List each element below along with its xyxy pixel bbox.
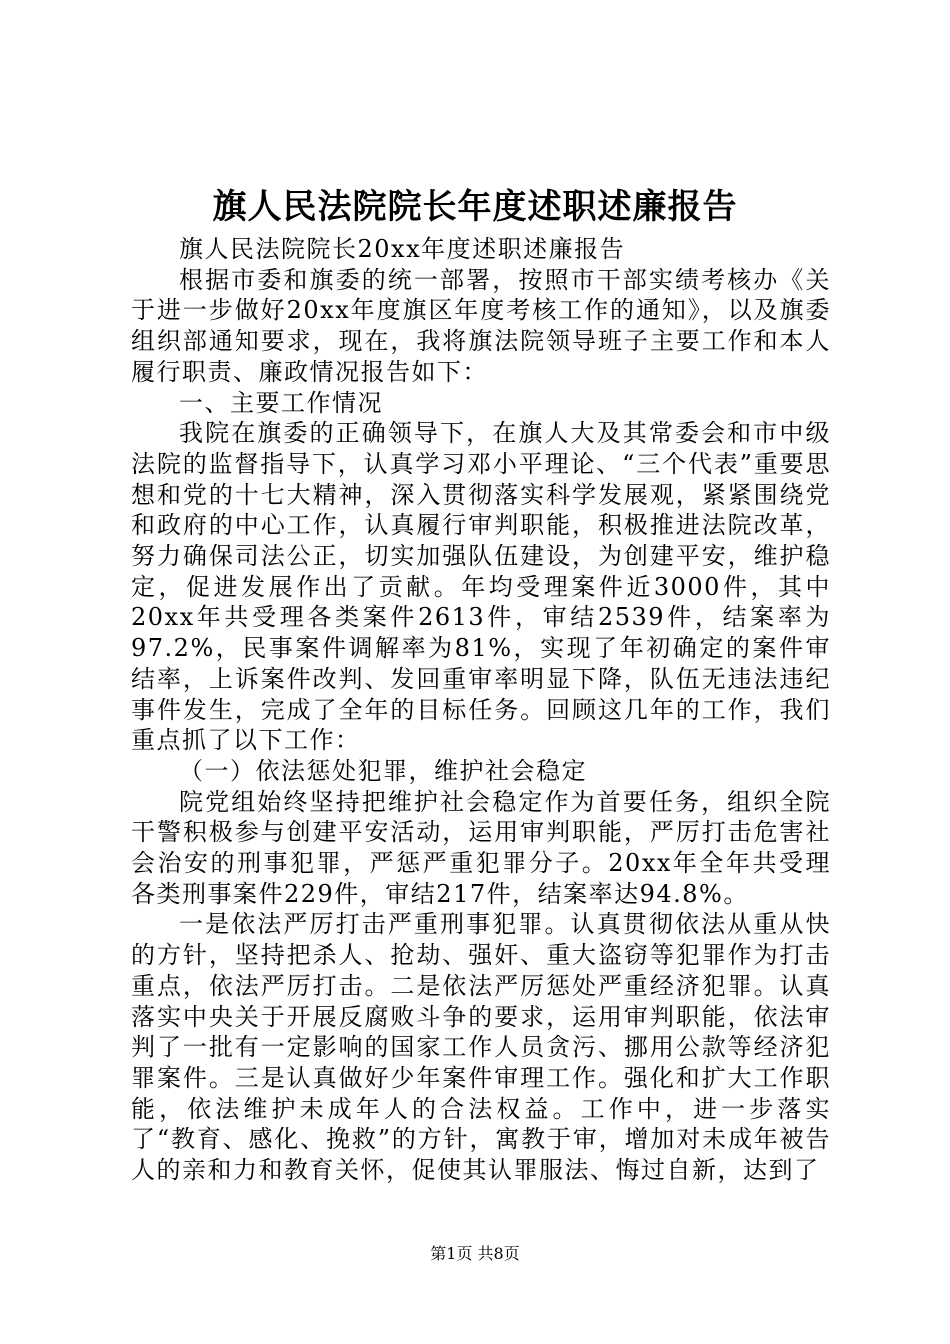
paragraph-subtitle: 旗人民法院院长20xx年度述职述廉报告: [179, 235, 626, 263]
subsection-heading-crime: （一）依法惩处犯罪，维护社会稳定: [179, 756, 587, 785]
paragraph-stability: 院党组始终坚持把维护社会稳定作为首要任务，组织全院干警积极参与创建平安活动，运用审判职能，严厉打击危害社会治安的刑事犯罪，严惩严重犯罪分子。20xx年全年共受理各类刑事案件229件，审结217件，结案率达94.8%。: [131, 787, 831, 908]
paragraph-measures: 一是依法严厉打击严重刑事犯罪。认真贯彻依法从重从快的方针，坚持把杀人、抢劫、强奸、重大盗窃等犯罪作为打击重点，依法严厉打击。二是依法严厉惩处严重经济犯罪。认真落实中央关于开展反腐败斗争的要求，运用审判职能，依法审判了一批有一定影响的国家工作人员贪污、挪用公款等经济犯罪案件。三是认真做好少年案件审理工作。强化和扩大工作职能，依法维护未成年人的合法权益。工作中，进一步落实了“教育、感化、挽救”的方针，寓教于审，增加对未成年被告人的亲和力和教育关怀，促使其认罪服法、悔过自新，达到了: [131, 910, 831, 1185]
paragraph-intro: 根据市委和旗委的统一部署，按照市干部实绩考核办《关于进一步做好20xx年度旗区年度考核工作的通知》，以及旗委组织部通知要求，现在，我将旗法院领导班子主要工作和本人履行职责、廉政情况报告如下：: [131, 265, 831, 386]
document-title: 旗人民法院院长年度述职述廉报告: [212, 187, 738, 227]
section-heading-main-work: 一、主要工作情况: [179, 388, 383, 417]
document-body: [131, 234, 831, 1186]
paragraph-overview: 我院在旗委的正确领导下，在旗人大及其常委会和市中级法院的监督指导下，认真学习邓小平理论、“三个代表”重要思想和党的十七大精神，深入贯彻落实科学发展观，紧紧围绕党和政府的中心工作，认真履行审判职能，积极推进法院改革，努力确保司法公正，切实加强队伍建设，为创建平安，维护稳定，促进发展作出了贡献。年均受理案件近3000件，其中20xx年共受理各类案件2613件，审结2539件，结案率为97.2%，民事案件调解率为81%，实现了年初确定的案件审结率，上诉案件改判、发回重审率明显下降，队伍无违法违纪事件发生，完成了全年的目标任务。回顾这几年的工作，我们重点抓了以下工作：: [131, 419, 831, 755]
page-footer: 第1页 共8页: [430, 1244, 520, 1263]
